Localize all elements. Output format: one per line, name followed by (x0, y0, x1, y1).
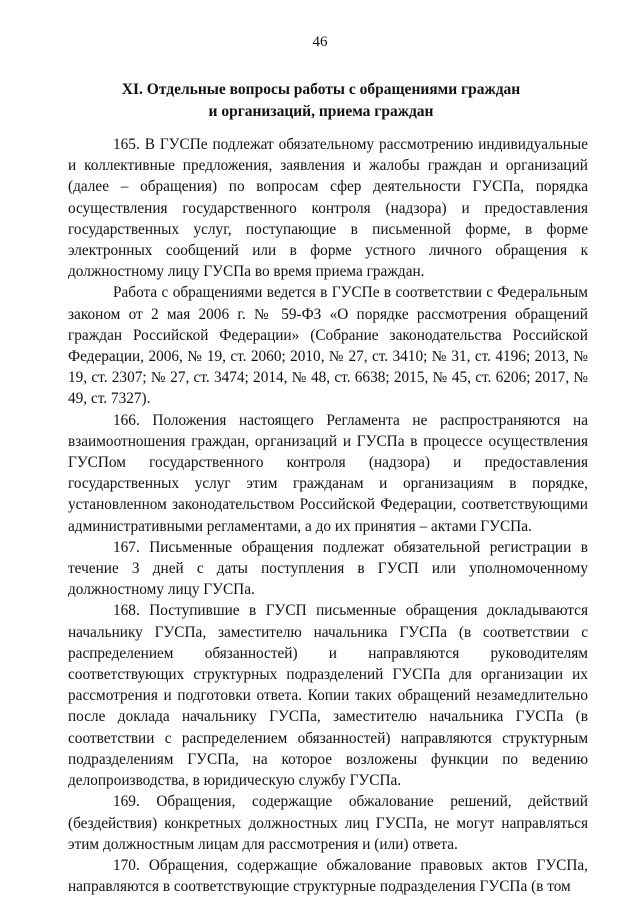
paragraph-169: 169. Обращения, содержащие обжалование решений, действий (бездействия) конкретных должностных лиц ГУСПа, не могут направляться этим должностным лицам для рассмотрения и (или) ответа. (68, 793, 588, 853)
paragraph-168: 168. Поступившие в ГУСП письменные обращения докладываются начальнику ГУСПа, заместителю начальника ГУСПа (в соответствии с распределением обязанностей) и направляются руководителям соответствующих структурных подразделений ГУСПа для организации их рассмотрения и подготовки ответа. Копии таких обращений незамедлительно после доклада начальнику ГУСПа, заместителю начальника ГУСПа (в соответствии с распределением обязанностей) направляются структурным подразделениям ГУСПа, на которое возложены функции по ведению делопроизводства, в юридическую службу ГУСПа. (68, 602, 588, 790)
paragraph-166: 166. Положения настоящего Регламента не распространяются на взаимоотношения граждан, организаций и ГУСПа в процессе осуществления ГУСПом государственного контроля (надзора) и предоставления государственных услуг этим гражданам и организациям в порядке, установленном законодательством Российской Федерации, соответствующими административными регламентами, а до их принятия – актами ГУСПа. (68, 411, 588, 535)
paragraph-165: 165. В ГУСПе подлежат обязательному рассмотрению индивидуальные и коллективные предложения, заявления и жалобы граждан и организаций (далее – обращения) по вопросам сфер деятельности ГУСПа, порядка осуществления государственного контроля (надзора) и предоставления государственных услуг, поступающие в письменной форме, в форме электронных сообщений или в форме устного личного обращения к должностному лицу ГУСПа во время приема граждан. (68, 136, 588, 281)
paragraph-170: 170. Обращения, содержащие обжалование правовых актов ГУСПа, направляются в соответствующие структурные подразделения ГУСПа (в том (68, 856, 588, 896)
paragraph-165-continued: Работа с обращениями ведется в ГУСПе в соответствии с Федеральным законом от 2 мая 2006 г. № 59-ФЗ «О порядке рассмотрения обращений граждан Российской Федерации» (Собрание законодательства Российской Федерации, 2006, № 19, ст. 2060; 2010, № 27, ст. 3410; № 31, ст. 4196; 2013, № 19, ст. 2307; № 27, ст. 3474; 2014, № 48, ст. 6638; 2015, № 45, ст. 6206; 2017, № 49, ст. 7327). (68, 284, 588, 408)
section-heading-line-1: XI. Отдельные вопросы работы с обращениями граждан (121, 81, 521, 98)
paragraph-167: 167. Письменные обращения подлежат обязательной регистрации в течение 3 дней с даты поступления в ГУСП или уполномоченному должностному лицу ГУСПа. (68, 538, 588, 599)
section-heading (60, 79, 582, 123)
page-number: 46 (312, 34, 328, 50)
section-heading-line-2: и организаций, приема граждан (208, 103, 434, 120)
body-text (68, 134, 588, 897)
